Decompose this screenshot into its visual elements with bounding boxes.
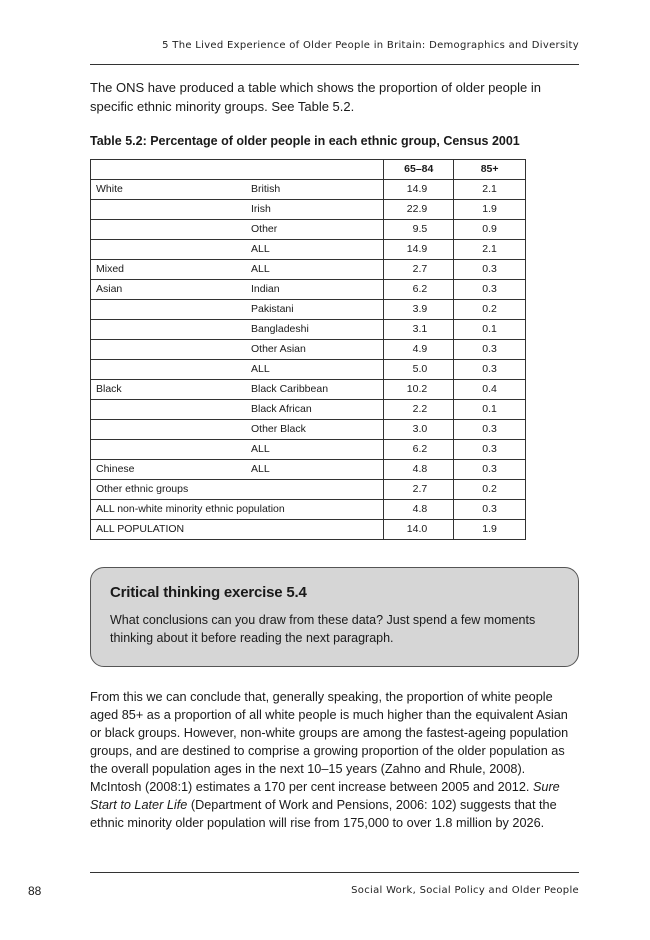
subgroup-label: British <box>251 183 281 195</box>
value-85plus: 1.9 <box>454 200 526 220</box>
group-cell <box>91 380 384 400</box>
value-85plus: 0.3 <box>454 460 526 480</box>
value-85plus: 0.1 <box>454 320 526 340</box>
value-85plus: 0.3 <box>454 340 526 360</box>
table-caption: Table 5.2: Percentage of older people in each ethnic group, Census 2001 <box>90 134 520 148</box>
subgroup-label: Indian <box>251 283 280 295</box>
group-label: Chinese <box>96 463 135 475</box>
value-85plus: 2.1 <box>454 180 526 200</box>
group-label: ALL POPULATION <box>96 523 185 535</box>
subgroup-label: ALL <box>251 263 270 275</box>
value-85plus: 0.2 <box>454 480 526 500</box>
table-row <box>91 240 526 260</box>
body-text-part1: From this we can conclude that, generally speaking, the proportion of white people aged 85+ as a proportion of all white people is much higher than the equivalent Asian or black groups. However, non-white groups are among the fastest-ageing population groups, and are destined to comprise a growing proportion of the older population as the overall population ages in the next 10–15 years (Zahno and Rhule, 2008). McIntosh (2008:1) estimates a 170 per cent increase between 2005 and 2012. <box>90 690 569 794</box>
value-85plus: 0.3 <box>454 360 526 380</box>
callout-title: Critical thinking exercise 5.4 <box>110 584 307 601</box>
group-cell <box>91 300 384 320</box>
group-label: Mixed <box>96 263 125 275</box>
group-cell <box>91 460 384 480</box>
group-label: ALL non-white minority ethnic population <box>96 503 285 515</box>
value-85plus: 0.3 <box>454 260 526 280</box>
value-65-84: 2.2 <box>384 400 454 420</box>
group-cell <box>91 520 384 540</box>
group-cell <box>91 200 384 220</box>
table-row <box>91 200 526 220</box>
value-65-84: 14.0 <box>384 520 454 540</box>
subgroup-label: Black African <box>251 403 312 415</box>
value-65-84: 3.0 <box>384 420 454 440</box>
value-65-84: 10.2 <box>384 380 454 400</box>
table-row <box>91 500 526 520</box>
subgroup-label: Other Black <box>251 423 306 435</box>
table-row <box>91 380 526 400</box>
group-label: Other ethnic groups <box>96 483 189 495</box>
value-65-84: 3.9 <box>384 300 454 320</box>
group-cell <box>91 260 384 280</box>
header-empty <box>91 160 384 180</box>
subgroup-label: Other <box>251 223 278 235</box>
subgroup-label: Bangladeshi <box>251 323 309 335</box>
header-85plus: 85+ <box>454 160 526 180</box>
group-cell <box>91 240 384 260</box>
value-85plus: 0.4 <box>454 380 526 400</box>
intro-paragraph: The ONS have produced a table which shows the proportion of older people in specific ethnic minority groups. See Table 5.2. <box>90 80 541 114</box>
table-row <box>91 280 526 300</box>
critical-thinking-box <box>90 567 579 667</box>
group-label: Asian <box>96 283 123 295</box>
group-cell <box>91 340 384 360</box>
body-text-italic: Sure Start to Later Life <box>90 780 560 812</box>
group-cell <box>91 440 384 460</box>
group-cell <box>91 220 384 240</box>
value-65-84: 9.5 <box>384 220 454 240</box>
group-cell <box>91 480 384 500</box>
header-65-84: 65–84 <box>384 160 454 180</box>
group-cell <box>91 400 384 420</box>
value-65-84: 4.8 <box>384 500 454 520</box>
value-65-84: 14.9 <box>384 180 454 200</box>
value-85plus: 0.3 <box>454 280 526 300</box>
value-65-84: 14.9 <box>384 240 454 260</box>
table-header-row <box>91 160 526 180</box>
table-row <box>91 460 526 480</box>
table-row <box>91 220 526 240</box>
body-paragraph <box>90 688 579 832</box>
table-row <box>91 260 526 280</box>
subgroup-label: Other Asian <box>251 343 306 355</box>
value-65-84: 2.7 <box>384 480 454 500</box>
table-row <box>91 360 526 380</box>
group-label: Black <box>96 383 122 395</box>
value-85plus: 0.2 <box>454 300 526 320</box>
value-65-84: 22.9 <box>384 200 454 220</box>
ethnic-group-table <box>90 159 526 540</box>
value-65-84: 6.2 <box>384 280 454 300</box>
group-cell <box>91 320 384 340</box>
footer-book-title: Social Work, Social Policy and Older People <box>351 885 579 896</box>
value-65-84: 5.0 <box>384 360 454 380</box>
value-85plus: 2.1 <box>454 240 526 260</box>
table-row <box>91 440 526 460</box>
footer-rule <box>90 872 579 873</box>
value-65-84: 4.9 <box>384 340 454 360</box>
table-row <box>91 180 526 200</box>
subgroup-label: ALL <box>251 463 270 475</box>
value-85plus: 0.3 <box>454 500 526 520</box>
value-85plus: 1.9 <box>454 520 526 540</box>
value-65-84: 6.2 <box>384 440 454 460</box>
callout-text: What conclusions can you draw from these data? Just spend a few moments thinking about it before reading the next paragraph. <box>110 613 536 645</box>
subgroup-label: Irish <box>251 203 271 215</box>
group-cell <box>91 280 384 300</box>
group-cell <box>91 180 384 200</box>
header-rule <box>90 64 579 65</box>
page-number: 88 <box>28 884 42 898</box>
subgroup-label: ALL <box>251 363 270 375</box>
table-row <box>91 320 526 340</box>
table-row <box>91 300 526 320</box>
value-65-84: 2.7 <box>384 260 454 280</box>
value-85plus: 0.1 <box>454 400 526 420</box>
group-cell <box>91 500 384 520</box>
group-cell <box>91 420 384 440</box>
table-row <box>91 420 526 440</box>
group-cell <box>91 360 384 380</box>
table-row <box>91 480 526 500</box>
value-85plus: 0.9 <box>454 220 526 240</box>
running-head: 5 The Lived Experience of Older People in Britain: Demographics and Diversity <box>162 40 579 51</box>
subgroup-label: Pakistani <box>251 303 294 315</box>
value-85plus: 0.3 <box>454 440 526 460</box>
value-65-84: 4.8 <box>384 460 454 480</box>
table-row <box>91 520 526 540</box>
subgroup-label: ALL <box>251 243 270 255</box>
body-text-part2: (Department of Work and Pensions, 2006: 102) suggests that the ethnic minority older population will rise from 175,000 to over 1.8 million by 2026. <box>90 798 557 830</box>
subgroup-label: ALL <box>251 443 270 455</box>
value-65-84: 3.1 <box>384 320 454 340</box>
subgroup-label: Black Caribbean <box>251 383 329 395</box>
table-row <box>91 400 526 420</box>
value-85plus: 0.3 <box>454 420 526 440</box>
table-row <box>91 340 526 360</box>
group-label: White <box>96 183 123 195</box>
